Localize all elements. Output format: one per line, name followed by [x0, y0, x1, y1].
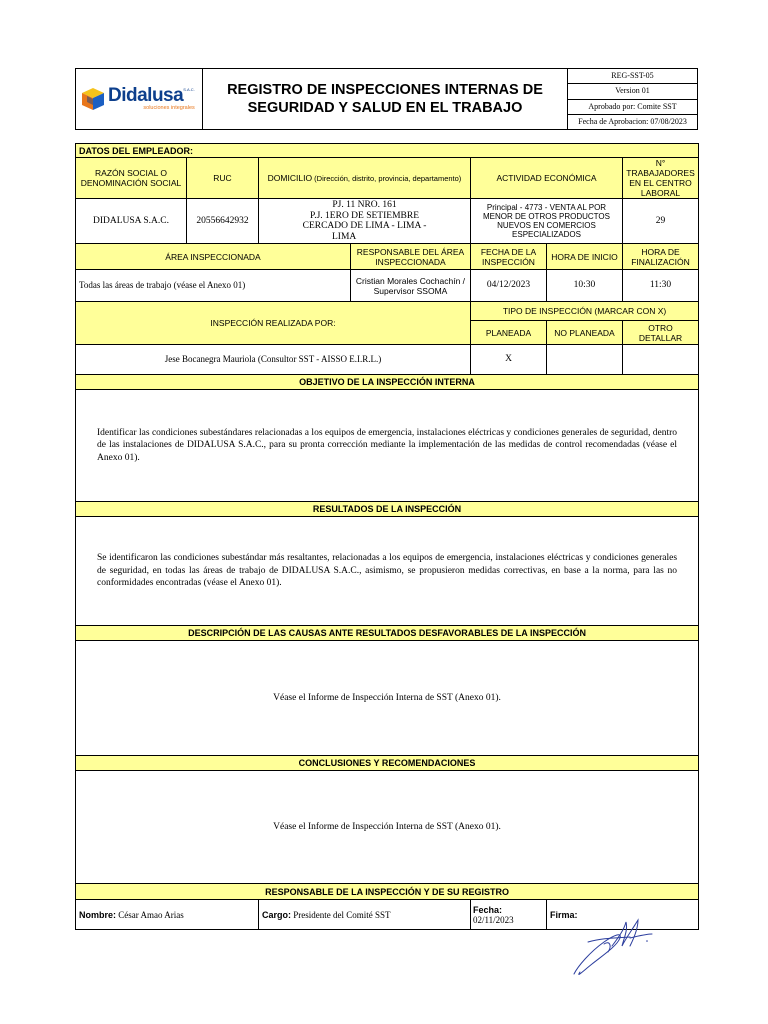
brand-suffix: S.A.C.	[183, 87, 195, 92]
business-name-header: RAZÓN SOCIAL O DENOMINACIÓN SOCIAL	[76, 158, 187, 199]
workers-value: 29	[623, 199, 699, 244]
type-other-mark[interactable]	[623, 345, 699, 375]
approved-by: Aprobado por: Comite SST	[568, 99, 698, 114]
results-title: RESULTADOS DE LA INSPECCIÓN	[76, 502, 699, 517]
brand-tagline: soluciones integrales	[143, 105, 195, 111]
performed-by-header: INSPECCIÓN REALIZADA POR:	[76, 302, 471, 345]
conclusions-title: CONCLUSIONES Y RECOMENDACIONES	[76, 756, 699, 771]
name-value: César Amao Arias	[116, 909, 184, 920]
brand-name: Didalusa	[108, 85, 184, 106]
causes-text: Véase el Informe de Inspección Interna de SST (Anexo 01).	[76, 641, 699, 756]
title-line-2: SEGURIDAD Y SALUD EN EL TRABAJO	[247, 100, 523, 116]
address-header-detail: (Dirección, distrito, provincia, departamento)	[312, 173, 462, 183]
document-header	[75, 68, 698, 130]
address-header-main: DOMICILIO	[267, 172, 313, 183]
address-header	[259, 158, 471, 199]
objective-text: Identificar las condiciones subestándares relacionadas a los equipos de emergencia, instalaciones eléctricas y condiciones generales de seguridad, dentro de las instalaciones de DIDALUSA S.A.C., para su pronta corrección mediante la implementación de las medidas de control recomendadas (véase el Anexo 01).	[76, 390, 699, 502]
handwritten-signature	[568, 908, 660, 980]
conclusions-text: Véase el Informe de Inspección Interna de SST (Anexo 01).	[76, 771, 699, 884]
business-name-value: DIDALUSA S.A.C.	[76, 199, 187, 244]
document-version: Version 01	[568, 84, 698, 99]
role-label: Cargo:	[262, 909, 291, 920]
address-value	[259, 199, 471, 244]
inspection-form	[75, 143, 699, 930]
responsible-name	[76, 900, 259, 930]
address-line-1: PJ. 11 NRO. 161	[332, 200, 397, 210]
document-code: REG-SST-05	[568, 69, 698, 84]
results-text: Se identificaron las condiciones subestándar más resaltantes, relacionadas a los equipos de emergencia, instalaciones eléctricas y condiciones generales de seguridad, en todas las áreas de trabajo de DIDALUSA S.A.C., asimismo, se propusieron medidas correctivas, en base a la norma, para las no conformidades encontradas (véase el Anexo 01).	[76, 517, 699, 626]
address-line-3: CERCADO DE LIMA - LIMA -	[302, 221, 427, 231]
date-value: 02/11/2023	[473, 914, 514, 925]
employer-section-title: DATOS DEL EMPLEADOR:	[76, 144, 699, 158]
type-other-header: OTRO DETALLAR	[623, 321, 699, 345]
inspection-type-header: TIPO DE INSPECCIÓN (MARCAR CON X)	[471, 302, 699, 321]
ruc-header: RUC	[187, 158, 259, 199]
performed-by-value: Jese Bocanegra Mauriola (Consultor SST - AISSO E.I.R.L.)	[76, 345, 471, 375]
name-label: Nombre:	[79, 909, 117, 920]
start-value: 10:30	[547, 270, 623, 302]
objective-title: OBJETIVO DE LA INSPECCIÓN INTERNA	[76, 375, 699, 390]
responsible-section-title: RESPONSABLE DE LA INSPECCIÓN Y DE SU REGISTRO	[76, 884, 699, 900]
type-planned-mark[interactable]: X	[471, 345, 547, 375]
end-header: HORA DE FINALIZACIÓN	[623, 244, 699, 270]
cube-logo-icon	[80, 86, 106, 112]
causes-title: DESCRIPCIÓN DE LAS CAUSAS ANTE RESULTADOS DESFAVORABLES DE LA INSPECCIÓN	[76, 626, 699, 641]
role-value: Presidente del Comité SST	[291, 909, 391, 920]
type-unplanned-mark[interactable]	[547, 345, 623, 375]
start-header: HORA DE INICIO	[547, 244, 623, 270]
company-logo	[76, 69, 203, 130]
signature-label: Firma:	[550, 909, 578, 920]
area-header: ÁREA INSPECCIONADA	[76, 244, 351, 270]
title-line-1: REGISTRO DE INSPECCIONES INTERNAS DE	[227, 82, 543, 98]
responsible-value: Cristian Morales Cochachín / Supervisor SSOMA	[351, 270, 471, 302]
type-unplanned-header: NO PLANEADA	[547, 321, 623, 345]
area-value: Todas las áreas de trabajo (véase el Anexo 01)	[76, 270, 351, 302]
responsible-header: RESPONSABLE DEL ÁREA INSPECCIONADA	[351, 244, 471, 270]
ruc-value: 20556642932	[187, 199, 259, 244]
responsible-role	[259, 900, 471, 930]
address-line-4: LIMA	[332, 231, 357, 242]
date-label: Fecha:	[473, 904, 503, 915]
workers-header: N° TRABAJADORES EN EL CENTRO LABORAL	[623, 158, 699, 199]
date-header: FECHA DE LA INSPECCIÓN	[471, 244, 547, 270]
activity-value: Principal - 4773 - VENTA AL POR MENOR DE OTROS PRODUCTOS NUEVOS EN COMERCIOS ESPECIALIZADOS	[471, 199, 623, 244]
approval-date: Fecha de Aprobacion: 07/08/2023	[568, 114, 698, 129]
document-title	[203, 69, 568, 130]
end-value: 11:30	[623, 270, 699, 302]
type-planned-header: PLANEADA	[471, 321, 547, 345]
activity-header: ACTIVIDAD ECONÓMICA	[471, 158, 623, 199]
responsible-date	[471, 900, 547, 930]
date-value: 04/12/2023	[471, 270, 547, 302]
address-line-2: P.J. 1ERO DE SETIEMBRE	[310, 210, 419, 221]
